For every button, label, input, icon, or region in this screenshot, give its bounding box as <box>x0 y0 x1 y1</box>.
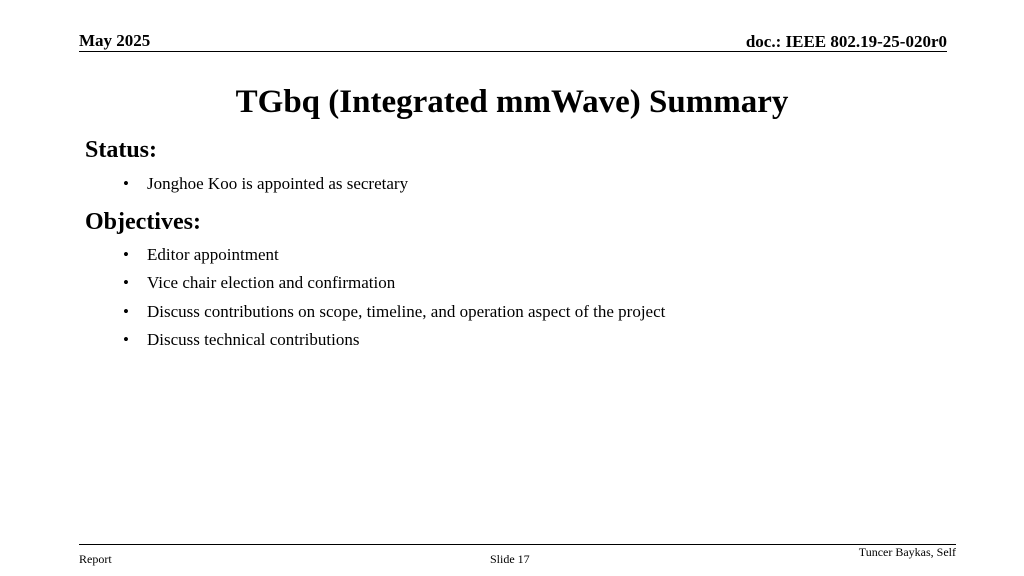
list-item-text: Jonghoe Koo is appointed as secretary <box>147 174 409 193</box>
bullet-icon: • <box>123 174 129 193</box>
list-item-text: Editor appointment <box>147 245 279 264</box>
section-heading-status: Status: <box>85 137 158 163</box>
list-item <box>123 330 665 358</box>
status-bullet-list <box>123 174 408 202</box>
footer-report-label: Report <box>79 552 112 566</box>
list-item-text: Discuss contributions on scope, timeline, and operation aspect of the project <box>147 301 666 321</box>
list-item-text: Vice chair election and confirmation <box>147 273 396 293</box>
bullet-icon: • <box>123 329 129 349</box>
list-item-text: Discuss technical contributions <box>147 329 360 349</box>
footer-author: Tuncer Baykas, Self <box>858 545 956 559</box>
bullet-icon: • <box>123 245 129 264</box>
header-date: May 2025 <box>79 31 151 50</box>
list-item <box>123 245 665 273</box>
header-divider <box>79 51 947 52</box>
footer-divider <box>79 544 956 545</box>
bullet-icon: • <box>123 273 129 293</box>
objectives-bullet-list <box>123 245 665 358</box>
list-item <box>123 174 408 202</box>
list-item <box>123 273 665 301</box>
section-heading-objectives: Objectives: <box>85 209 201 235</box>
bullet-icon: • <box>123 301 129 321</box>
list-item <box>123 302 665 330</box>
footer-slide-number: Slide 17 <box>490 552 530 566</box>
slide-title: TGbq (Integrated mmWave) Summary <box>235 84 789 120</box>
header-doc-id: doc.: IEEE 802.19-25-020r0 <box>745 32 947 51</box>
